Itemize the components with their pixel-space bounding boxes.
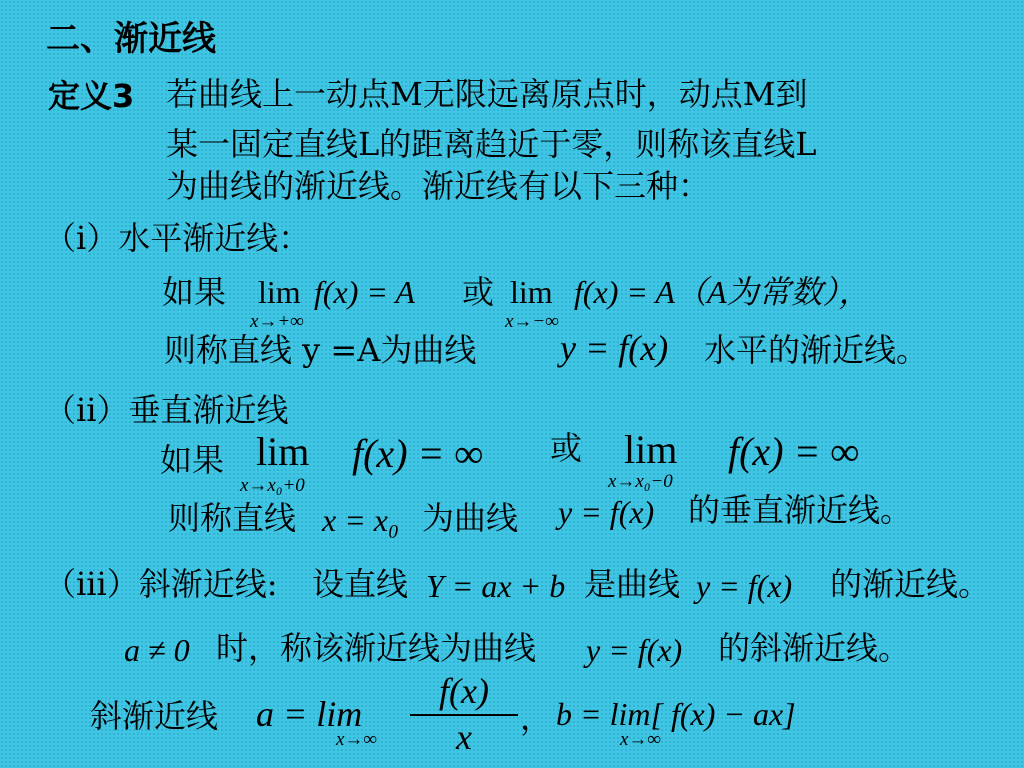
oblique-line1-expr-1: Y = ax + b bbox=[426, 568, 566, 604]
oblique-b-formula: b = lim[ f(x) − ax] bbox=[556, 696, 796, 732]
horizontal-heading: （i）水平渐近线： bbox=[44, 219, 311, 257]
vertical-lim-2: lim bbox=[624, 427, 678, 472]
vertical-expr-2: f(x) = ∞ bbox=[728, 429, 860, 474]
oblique-comma: ， bbox=[520, 699, 553, 737]
horizontal-or: 或 bbox=[462, 273, 495, 311]
oblique-formula-label: 斜渐近线 bbox=[90, 697, 219, 735]
section-title: 二、渐近线 bbox=[46, 19, 216, 59]
horizontal-if-label: 如果 bbox=[162, 273, 227, 311]
oblique-line1-c: 的渐近线。 bbox=[830, 565, 991, 603]
oblique-line2-a: 时，称该渐近线为曲线 bbox=[216, 629, 537, 667]
oblique-a-sub: x→∞ bbox=[336, 729, 377, 750]
horizontal-lim-2: lim bbox=[510, 274, 553, 310]
definition-line-1: 若曲线上一动点M无限远离原点时，动点M到 bbox=[166, 75, 808, 113]
oblique-a-numerator: f(x) bbox=[439, 671, 489, 711]
definition-line-3: 为曲线的渐近线。渐近线有以下三种： bbox=[166, 167, 711, 205]
horizontal-line2-b: 水平的渐近线。 bbox=[704, 331, 929, 369]
vertical-if-label: 如果 bbox=[160, 441, 225, 479]
definition-line-2: 某一固定直线L的距离趋近于零，则称该直线L bbox=[166, 125, 817, 163]
vertical-line2-a: 则称直线 bbox=[168, 499, 297, 537]
vertical-heading: （ii）垂直渐近线 bbox=[44, 391, 289, 429]
horizontal-sub-2: x→−∞ bbox=[505, 311, 559, 332]
oblique-a-fraction bbox=[410, 672, 518, 757]
horizontal-lim-1: lim bbox=[258, 274, 301, 310]
horizontal-expr-1: f(x) = A bbox=[314, 274, 415, 310]
vertical-sub-2: x→x₀−0 bbox=[608, 471, 673, 492]
vertical-line2-c: 的垂直渐近线。 bbox=[688, 491, 913, 529]
vertical-or: 或 bbox=[550, 429, 583, 467]
oblique-heading: （iii）斜渐近线: bbox=[44, 565, 278, 603]
vertical-line2-expr-2: y = f(x) bbox=[558, 494, 655, 530]
definition-label: 定义3 bbox=[48, 77, 135, 115]
horizontal-sub-1: x→+∞ bbox=[250, 311, 304, 332]
fraction-bar bbox=[410, 714, 518, 716]
oblique-line1-b: 是曲线 bbox=[584, 565, 681, 603]
oblique-a-lhs: a = lim bbox=[256, 694, 363, 734]
oblique-b-sub: x→∞ bbox=[620, 729, 661, 750]
oblique-line1-expr-2: y = f(x) bbox=[696, 568, 793, 604]
oblique-line2-expr: a ≠ 0 bbox=[124, 632, 190, 668]
vertical-expr-1: f(x) = ∞ bbox=[352, 431, 484, 476]
oblique-line1-a: 设直线 bbox=[312, 565, 409, 603]
vertical-sub-1: x→x₀+0 bbox=[240, 475, 305, 496]
oblique-line2-b: 的斜渐近线。 bbox=[718, 629, 911, 667]
vertical-line2-b: 为曲线 bbox=[422, 499, 519, 537]
horizontal-line2-a: 则称直线 y =A为曲线 bbox=[164, 331, 477, 369]
oblique-a-denominator: x bbox=[456, 716, 472, 757]
oblique-line2-expr-2: y = f(x) bbox=[586, 632, 683, 668]
horizontal-line2-expr: y = f(x) bbox=[560, 328, 669, 368]
vertical-line2-expr-1: x = x₀ bbox=[322, 502, 400, 538]
vertical-lim-1: lim bbox=[256, 429, 310, 474]
horizontal-expr-2: f(x) = A（A为常数）， bbox=[574, 274, 871, 310]
